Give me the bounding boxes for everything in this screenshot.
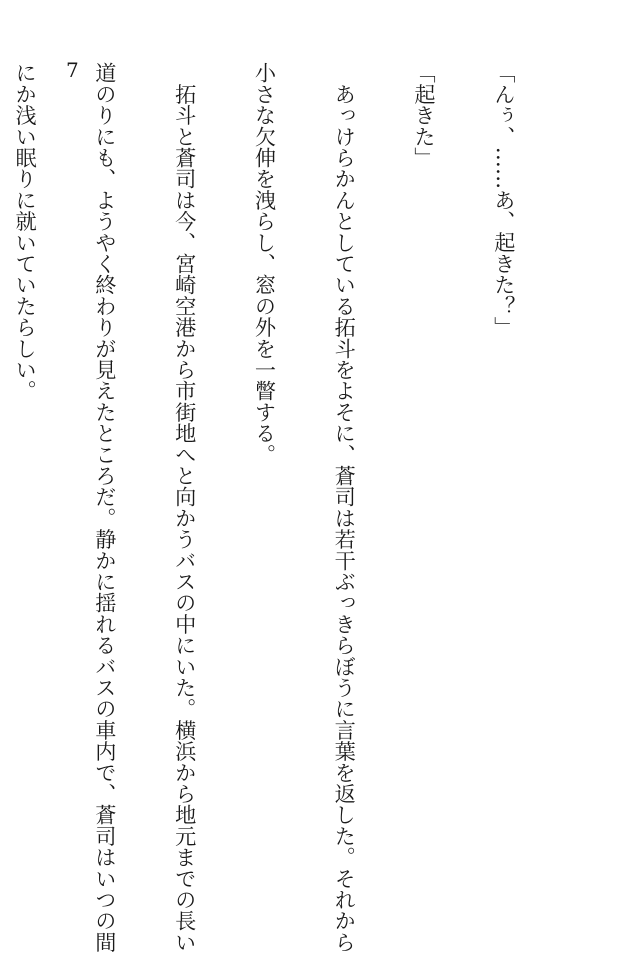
text-line: 小さな欠伸を洩らし、窓の外を一瞥する。 xyxy=(252,62,278,465)
text-line: 「んぅ、……あ、起きた？」 xyxy=(491,62,517,338)
text-line: 「起きた」 xyxy=(412,62,438,168)
text-line: あっけらかんとしている拓斗をよそに、蒼司は若干ぶっきらぼうに言葉を返した。それから xyxy=(332,62,358,953)
page-number: 7 xyxy=(66,58,79,82)
text-line: 道のりにも、ようやく終わりが見えたところだ。静かに揺れるバスの車内で、蒼司はいつの間 xyxy=(92,62,118,953)
vertical-text-body xyxy=(0,58,570,953)
text-line: 拓斗と蒼司は今、宮崎空港から市街地へと向かうバスの中にいた。横浜から地元までの長い xyxy=(172,62,198,953)
text-line: にか浅い眠りに就いていたらしい。 xyxy=(13,62,39,402)
